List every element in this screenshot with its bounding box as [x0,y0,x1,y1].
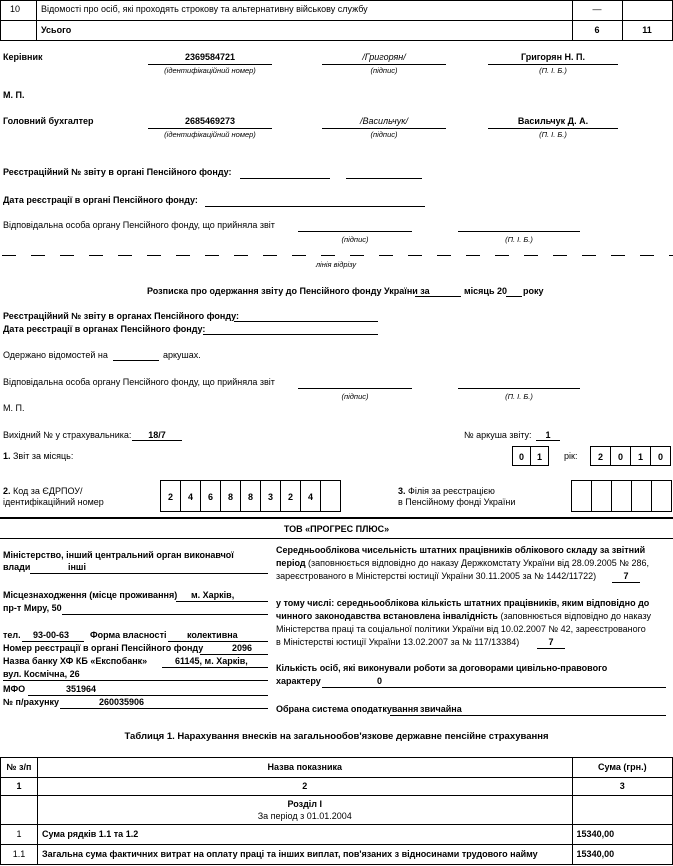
location-value-2: пр-т Миру, 50 [3,603,62,613]
receipt-resp-label: Відповідальна особа органу Пенсійного фонду, що прийняла звіт [3,377,275,387]
table-row [1,845,673,865]
tel-label: тел. [3,630,21,640]
branch-digit-box [591,480,612,512]
table-row [1,825,673,845]
ownership-value: колективна [187,630,238,640]
col-header-number: № з/п [1,758,38,778]
company-name: ТОВ «ПРОГРЕС ПЛЮС» [283,524,390,534]
tel-value: 93-00-63 [33,630,70,640]
branch-digit-box [651,480,672,512]
section-cell [37,796,572,825]
total-label: Усього [41,25,72,35]
account-label: № п/рахунку [3,697,60,707]
receipt-title [147,287,430,296]
table1-header-row [1,758,673,778]
ministry-value: інші [68,562,86,572]
resp-sign-caption: (підпис) [341,235,369,244]
mfo-label: МФО [3,684,26,694]
month-digit-box: 1 [530,446,549,466]
ministry-label-1: Міністерство, інший центральний орган виконавчої [3,550,234,560]
cut-line-dash [60,255,74,256]
cut-line-dash [321,255,335,256]
receipt-title-b: місяць 20 [464,286,507,296]
row-value: — [592,4,602,14]
branch-digit-box [571,480,592,512]
cut-line-label: лінія відрізу [315,260,357,269]
tax-system-value: звичайна [420,704,462,714]
cut-line-dash [553,255,567,256]
reg-date-label: Дата реєстрації в органі Пенсійного фонду: [3,195,198,205]
bank-value-2: вул. Космічна, 26 [3,669,80,679]
col-header-sum: Сума (грн.) [572,758,672,778]
disabled-staff-note-2: Міністерства праці та соціальної політики України від 10.02.2007 № 42, зареєстрованого [276,624,646,634]
received-label: Одержано відомостей на [3,350,108,360]
accountant-id-caption: (ідентифікаційний номер) [164,130,256,139]
mfo-value: 351964 [66,684,97,694]
avg-staff-note-1 [276,559,649,568]
edrpou-digit-box: 3 [260,480,281,512]
edrpou-digit-box: 8 [220,480,241,512]
year-digit-box: 1 [630,446,651,466]
cut-line-dash [234,255,248,256]
receipt-sign-caption: (підпис) [341,392,369,401]
receipt-name-caption: (П. І. Б.) [505,392,533,401]
receipt-stamp-place: М. П. [3,403,25,413]
cut-line-dash [437,255,451,256]
cut-line-dash [495,255,509,256]
table1-index-row [1,778,673,796]
disabled-staff-value: 7 [548,637,554,647]
section-period: За період з 01.01.2004 [257,811,352,821]
head-name: Григорян Н. П. [521,52,585,62]
location-value-1: м. Харків, [191,590,235,600]
year-label: рік: [564,451,578,461]
receipt-reg-no-label: Реєстраційний № звіту в органах Пенсійного фонду: [3,311,240,321]
table1 [0,757,673,865]
col-index-1: 1 [1,778,38,796]
table1-section-row [1,796,673,825]
disabled-staff-label-2: чинного законодавства встановлена інвалідність [276,611,498,621]
avg-staff-label-2: період [276,558,306,568]
month-digit-box: 0 [512,446,531,466]
ownership-label: Форма власності [90,630,167,640]
disabled-staff-label-1: у тому числі: середньооблікова кількість штатних працівників, яким відповідно до [276,598,650,608]
cut-line-dash [408,255,422,256]
bank-value-1: 61145, м. Харків, [175,656,248,666]
branch-number: 3. [398,486,406,496]
cut-line-dash [118,255,132,256]
stamp-place: М. П. [3,90,25,100]
head-name-caption: (П. І. Б.) [539,66,567,75]
edrpou-label-1: Код за ЄДРПОУ/ [13,486,83,496]
disabled-staff-line-2 [276,612,651,621]
edrpou-number: 2. [3,486,11,496]
row-number: 10 [10,4,21,14]
avg-staff-value: 7 [623,571,629,581]
outgoing-value: 18/7 [148,430,166,440]
cut-line-dash [350,255,364,256]
cut-line-dash [205,255,219,256]
accountant-signature: /Васильчук/ [360,116,408,126]
cut-line-dash [176,255,190,256]
bank-label: Назва банку ХФ КБ «Експобанк» [3,656,148,666]
head-label: Керівник [3,52,43,62]
sheet-value: 1 [545,430,551,440]
head-signature: /Григорян/ [362,52,406,62]
row-label: Відомості про осіб, які проходять строкову та альтернативну військову службу [41,4,368,14]
ministry-label-2: влади [3,562,31,572]
table1-title: Таблиця 1. Нарахування внесків на загальнообов'язкове державне пенсійне страхування [124,731,549,742]
year-digit-box: 0 [610,446,631,466]
pf-reg-value: 2096 [232,643,253,653]
month-label: Звіт за місяць: [13,451,74,461]
accountant-label: Головний бухгалтер [3,116,94,126]
head-id-caption: (ідентифікаційний номер) [164,66,256,75]
col-index-2: 2 [37,778,572,796]
pf-reg-label: Номер реєстрації в органі Пенсійного фонду [3,643,204,653]
accountant-name-caption: (П. І. Б.) [539,130,567,139]
disabled-staff-note-1: (заповнюється відповідно до наказу [500,611,651,621]
cut-line-dash [379,255,393,256]
total-value-2: 11 [642,25,652,35]
section-title: Розділ І [287,799,323,809]
avg-staff-note-2: зареєстрованого в Міністерстві юстиції України 30.11.2005 за № 1442/11722) [276,571,597,581]
head-id: 2369584721 [184,52,236,62]
receipt-title-c: року [523,286,544,296]
cut-line-dash [292,255,306,256]
cut-line-dash [611,255,625,256]
disabled-staff-note-3: в Міністерстві юстиції України 13.02.2007 за № 117/13384) [276,637,520,647]
outgoing-label: Вихідний № у страхувальника: [3,430,132,440]
edrpou-digit-box: 8 [240,480,261,512]
branch-digit-box [611,480,632,512]
edrpou-digit-box: 4 [300,480,321,512]
avg-staff-note-text-1: (заповнюється відповідно до наказу Держкомстату України від 28.09.2005 № 286, [308,558,649,568]
row-number: 1.1 [1,845,38,865]
location-label: Місцезнаходження (місце проживання) [3,590,178,600]
row-sum: 15340,00 [572,825,672,845]
accountant-sign-caption: (підпис) [370,130,398,139]
row-sum: 15340,00 [572,845,672,865]
receipt-reg-date-label: Дата реєстрації в органах Пенсійного фонду: [3,324,206,334]
head-sign-caption: (підпис) [370,66,398,75]
col-header-name: Назва показника [37,758,572,778]
branch-label-1: Філія за реєстрацією [408,486,495,496]
accountant-id: 2685469273 [184,116,236,126]
cut-line-dash [31,255,45,256]
edrpou-label-2: ідентифікаційний номер [3,497,104,507]
row-number: 1 [1,825,38,845]
reg-no-label: Реєстраційний № звіту в органі Пенсійного фонду: [3,167,232,177]
edrpou-digit-box: 6 [200,480,221,512]
sheet-label: № аркуша звіту: [464,430,532,440]
year-digit-box: 0 [650,446,671,466]
edrpou-digit-box: 4 [180,480,201,512]
edrpou-digit-box [320,480,341,512]
cut-line-dash [466,255,480,256]
edrpou-digit-box: 2 [280,480,301,512]
row-name: Загальна сума фактичних витрат на оплату праці та інших виплат, пов'язаних з відносинами трудового найму [37,845,572,865]
year-digit-box: 2 [590,446,611,466]
resp-person-label: Відповідальна особа органу Пенсійного фонду, що прийняла звіт [3,220,275,230]
account-value: 260035906 [99,697,145,707]
branch-digit-box [631,480,652,512]
row-name: Сума рядків 1.1 та 1.2 [37,825,572,845]
total-value-1: 6 [594,25,600,35]
col-index-3: 3 [572,778,672,796]
cut-line-dash [582,255,596,256]
cut-line-dash [2,255,16,256]
receipt-title-a: Розписка про одержання звіту до Пенсійного фонду України за [147,286,430,296]
branch-label-2: в Пенсійному фонді України [398,497,516,507]
cut-line-dash [669,255,673,256]
accountant-name: Васильчук Д. А. [517,116,589,126]
civil-contract-value: 0 [377,676,383,686]
received-label-b: аркушах. [163,350,201,360]
cut-line-dash [147,255,161,256]
civil-contract-label-2: характеру [276,676,321,686]
cut-line-dash [89,255,103,256]
avg-staff-label: Середньооблікова чисельність штатних працівників облікового складу за звітний [276,545,646,555]
tax-system-label: Обрана система оподаткування [276,704,419,714]
civil-contract-label-1: Кількість осіб, які виконували роботи за договорами цивільно-правового [276,663,608,673]
resp-name-caption: (П. І. Б.) [505,235,533,244]
month-number: 1. [3,451,11,461]
cut-line-dash [263,255,277,256]
edrpou-digit-box: 2 [160,480,181,512]
cut-line-dash [524,255,538,256]
cut-line-dash [640,255,654,256]
